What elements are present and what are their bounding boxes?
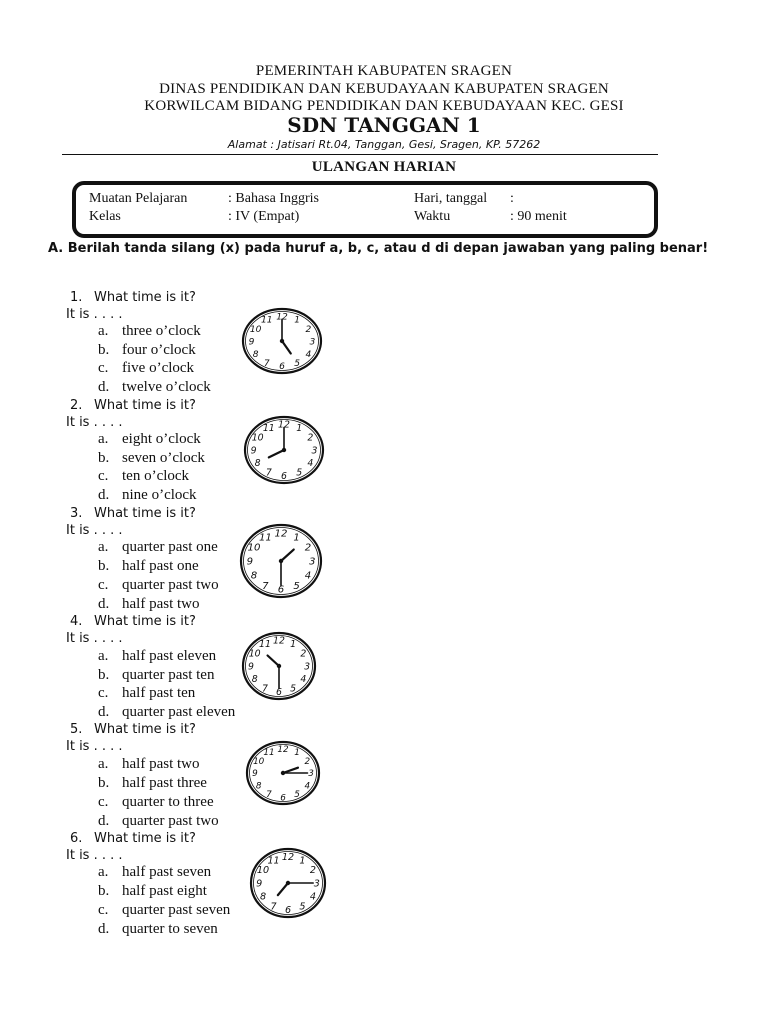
clock-image [238, 522, 324, 600]
exam-title: ULANGAN HARIAN [311, 159, 457, 175]
option-c[interactable] [98, 360, 194, 377]
option-text: twelve o’clock [122, 379, 211, 395]
option-d[interactable] [98, 704, 235, 721]
option-text: quarter past two [122, 813, 219, 829]
clock-center [279, 559, 283, 563]
clock-numeral: 12 [274, 528, 288, 540]
question-text: What time is it? [94, 831, 196, 846]
clock-numeral: 7 [265, 467, 272, 479]
clock-numeral: 10 [251, 432, 264, 444]
clock-numeral: 11 [263, 748, 275, 759]
clock-numeral: 5 [299, 901, 306, 913]
option-a[interactable] [98, 431, 201, 448]
subject-label: Muatan Pelajaran [89, 191, 188, 206]
clock-numeral: 4 [307, 458, 314, 470]
clock-numeral: 2 [304, 542, 312, 554]
clock-numeral: 1 [294, 748, 300, 759]
option-b[interactable] [98, 667, 214, 684]
option-text: half past one [122, 558, 199, 574]
option-c[interactable] [98, 685, 195, 702]
clock-numeral: 12 [277, 745, 289, 756]
clock-numeral: 11 [262, 423, 275, 435]
exam-info-box [72, 181, 658, 238]
clock-numeral: 6 [276, 687, 282, 699]
class-value: : IV (Empat) [228, 209, 300, 224]
clock-numeral: 7 [270, 901, 277, 913]
question-number: 4. [70, 614, 83, 629]
option-text: nine o’clock [122, 487, 197, 503]
option-letter: a. [98, 539, 109, 555]
option-text: half past eight [122, 883, 207, 899]
clock-numeral: 5 [294, 790, 300, 801]
clock-numeral: 2 [305, 324, 312, 335]
clock-numeral: 6 [281, 471, 287, 483]
clock-center [282, 448, 286, 452]
option-letter: b. [98, 667, 110, 683]
option-letter: c. [98, 577, 109, 593]
clock-image [244, 739, 322, 807]
clock-numeral: 11 [259, 639, 271, 651]
instruction: A. Berilah tanda silang (x) pada huruf a, b, c, atau d di depan jawaban yang paling benar! [48, 241, 709, 256]
option-letter: d. [98, 596, 110, 612]
school-name: SDN TANGGAN 1 [287, 113, 481, 137]
option-text: half past two [122, 596, 200, 612]
clock-numeral: 8 [251, 674, 258, 686]
question-number: 1. [70, 290, 83, 305]
clock-numeral: 5 [290, 683, 297, 695]
clock-numeral: 6 [284, 904, 292, 916]
clock-numeral: 4 [300, 674, 307, 686]
clock-image [242, 414, 326, 486]
question-number: 6. [70, 831, 83, 846]
question-text: What time is it? [94, 398, 196, 413]
option-c[interactable] [98, 468, 189, 485]
option-b[interactable] [98, 883, 207, 900]
question-prompt: It is . . . . [66, 415, 123, 430]
option-letter: a. [98, 431, 109, 447]
question-text: What time is it? [94, 722, 196, 737]
option-d[interactable] [98, 596, 199, 613]
option-letter: b. [98, 883, 110, 899]
clock-image [240, 630, 318, 702]
option-letter: a. [98, 323, 109, 339]
option-letter: c. [98, 360, 109, 376]
option-letter: d. [98, 487, 110, 503]
clock-numeral: 1 [290, 639, 297, 651]
option-c[interactable] [98, 794, 214, 811]
time-label: Waktu [414, 209, 451, 224]
option-text: half past eleven [122, 648, 217, 664]
option-d[interactable] [98, 379, 211, 396]
option-letter: a. [98, 756, 109, 772]
option-text: quarter past ten [122, 667, 215, 683]
option-a[interactable] [98, 539, 218, 556]
option-a[interactable] [98, 864, 211, 881]
clock-numeral: 10 [248, 648, 261, 660]
clock-numeral: 1 [294, 315, 301, 326]
school-address: Alamat : Jatisari Rt.04, Tanggan, Gesi, Sragen, KP. 57262 [227, 138, 541, 151]
option-letter: b. [98, 342, 110, 358]
clock-numeral: 9 [250, 445, 257, 457]
question-text: What time is it? [94, 290, 196, 305]
clock-numeral: 9 [252, 769, 258, 780]
clock-numeral: 2 [304, 757, 311, 768]
clock-numeral: 9 [248, 337, 255, 348]
option-d[interactable] [98, 487, 197, 504]
option-text: seven o’clock [122, 450, 205, 466]
option-b[interactable] [98, 342, 196, 359]
clock-numeral: 1 [296, 423, 303, 435]
header-line-department: DINAS PENDIDIKAN DAN KEBUDAYAAN KABUPATEN SRAGEN [159, 81, 609, 97]
clock-center [281, 771, 285, 775]
option-text: four o’clock [122, 342, 196, 358]
clock-numeral: 7 [261, 683, 268, 695]
time-value: : 90 menit [510, 209, 567, 224]
clock-numeral: 10 [247, 542, 261, 554]
option-text: ten o’clock [122, 468, 190, 484]
option-letter: b. [98, 450, 110, 466]
option-text: quarter to seven [122, 921, 218, 937]
subject-value: : Bahasa Inggris [228, 191, 319, 206]
clock-numeral: 3 [311, 445, 318, 457]
clock-numeral: 4 [304, 781, 311, 792]
option-letter: d. [98, 813, 110, 829]
option-a[interactable] [98, 323, 201, 340]
clock-numeral: 2 [309, 865, 317, 877]
option-d[interactable] [98, 813, 219, 830]
option-letter: c. [98, 685, 109, 701]
option-text: quarter past one [122, 539, 218, 555]
clock-image [240, 306, 324, 376]
clock-numeral: 12 [276, 312, 288, 323]
header-line-korwilcam: KORWILCAM BIDANG PENDIDIKAN DAN KEBUDAYAAN KEC. GESI [144, 98, 624, 114]
option-text: five o’clock [122, 360, 195, 376]
clock-numeral: 1 [299, 855, 306, 867]
header-divider [62, 154, 658, 155]
clock-center [286, 881, 290, 885]
clock-numeral: 2 [307, 432, 314, 444]
clock-numeral: 8 [252, 349, 259, 360]
option-letter: b. [98, 558, 110, 574]
option-letter: a. [98, 864, 109, 880]
clock-numeral: 5 [294, 358, 301, 369]
clock-numeral: 6 [277, 584, 285, 596]
option-text: half past three [122, 775, 207, 791]
option-b[interactable] [98, 775, 207, 792]
clock-center [280, 339, 284, 343]
question-prompt: It is . . . . [66, 739, 123, 754]
clock-numeral: 3 [304, 661, 311, 673]
clock-numeral: 9 [256, 878, 263, 890]
clock-numeral: 8 [259, 891, 267, 903]
option-text: half past ten [122, 685, 196, 701]
option-text: quarter to three [122, 794, 214, 810]
clock-numeral: 3 [309, 337, 316, 348]
clock-numeral: 12 [278, 419, 290, 431]
clock-numeral: 8 [254, 458, 261, 470]
option-text: eight o’clock [122, 431, 201, 447]
question-text: What time is it? [94, 506, 196, 521]
question-prompt: It is . . . . [66, 631, 123, 646]
option-a[interactable] [98, 648, 216, 665]
clock-numeral: 8 [250, 570, 258, 582]
option-text: half past two [122, 756, 200, 772]
option-text: three o’clock [122, 323, 201, 339]
clock-numeral: 1 [293, 532, 300, 544]
clock-numeral: 7 [262, 580, 269, 592]
question-prompt: It is . . . . [66, 307, 123, 322]
day-label: Hari, tanggal [414, 191, 488, 206]
question-text: What time is it? [94, 614, 196, 629]
question-prompt: It is . . . . [66, 848, 123, 863]
option-text: quarter past seven [122, 902, 231, 918]
clock-numeral: 4 [304, 570, 312, 582]
clock-numeral: 7 [266, 790, 272, 801]
clock-numeral: 6 [280, 793, 286, 804]
clock-numeral: 2 [300, 648, 307, 660]
clock-numeral: 11 [261, 315, 273, 326]
clock-numeral: 3 [313, 878, 320, 890]
clock-numeral: 7 [263, 358, 270, 369]
clock-numeral: 9 [246, 556, 254, 568]
question-number: 2. [70, 398, 83, 413]
question-number: 5. [70, 722, 83, 737]
clock-numeral: 5 [293, 580, 300, 592]
option-letter: d. [98, 379, 110, 395]
option-a[interactable] [98, 756, 199, 773]
question-prompt: It is . . . . [66, 523, 123, 538]
question-number: 3. [70, 506, 83, 521]
clock-center [277, 664, 281, 668]
clock-numeral: 8 [255, 781, 262, 792]
option-letter: b. [98, 775, 110, 791]
option-letter: d. [98, 921, 110, 937]
class-label: Kelas [89, 209, 121, 224]
clock-numeral: 10 [249, 324, 262, 335]
option-letter: c. [98, 468, 109, 484]
header-line-government: PEMERINTAH KABUPATEN SRAGEN [255, 63, 513, 79]
clock-numeral: 12 [273, 635, 285, 647]
option-text: half past seven [122, 864, 212, 880]
option-b[interactable] [98, 450, 205, 467]
clock-numeral: 6 [279, 362, 285, 373]
clock-numeral: 4 [305, 349, 312, 360]
clock-numeral: 11 [258, 532, 272, 544]
clock-numeral: 5 [296, 467, 303, 479]
option-c[interactable] [98, 577, 219, 594]
option-text: quarter past eleven [122, 704, 236, 720]
clock-image [248, 846, 328, 920]
clock-numeral: 9 [247, 661, 254, 673]
day-value: : [510, 191, 514, 206]
clock-numeral: 10 [256, 865, 270, 877]
option-c[interactable] [98, 902, 230, 919]
clock-numeral: 4 [309, 891, 317, 903]
option-letter: c. [98, 794, 109, 810]
clock-numeral: 11 [267, 855, 280, 867]
option-d[interactable] [98, 921, 218, 938]
clock-numeral: 3 [308, 556, 316, 568]
clock-numeral: 3 [308, 769, 314, 780]
option-letter: a. [98, 648, 109, 664]
option-b[interactable] [98, 558, 199, 575]
option-letter: d. [98, 704, 110, 720]
clock-numeral: 10 [253, 757, 265, 768]
option-letter: c. [98, 902, 109, 918]
clock-numeral: 12 [281, 851, 295, 863]
option-text: quarter past two [122, 577, 219, 593]
